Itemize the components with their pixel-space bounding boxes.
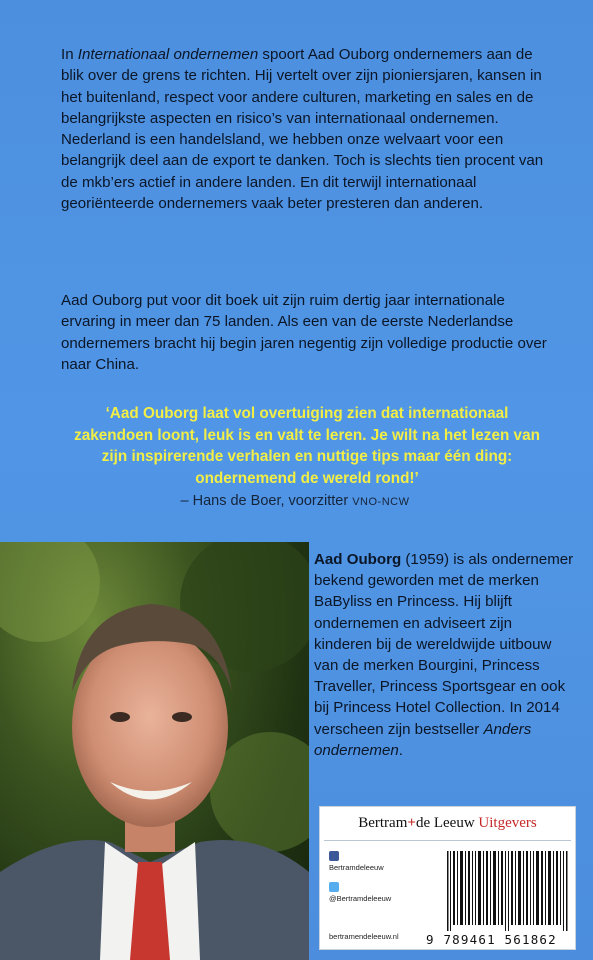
publisher-logo xyxy=(320,815,575,832)
publisher-box xyxy=(319,806,576,950)
divider xyxy=(324,840,571,841)
book-title: Internationaal ondernemen xyxy=(77,46,259,63)
twitter-handle: @Bertramdeleeuw xyxy=(329,894,392,903)
publisher-name-part: Bertram xyxy=(358,815,408,831)
attribution-org: VNO-NCW xyxy=(352,496,410,508)
website-link[interactable]: bertramendeleeuw.nl xyxy=(329,932,399,941)
blurb-paragraph-2: Aad Ouborg put voor dit boek uit zijn ruim dertig jaar internationale ervaring in meer dan 75 landen. Als een van de eerste Nederlandse ondernemers bracht hij begin jaren negentig zijn volledige productie over naar China. xyxy=(61,292,547,373)
publisher-name-part: Uitgevers xyxy=(474,815,537,831)
blurb-paragraph-1 xyxy=(61,44,551,214)
isbn-number: 9 789461 561862 xyxy=(426,932,557,947)
bestseller-title: Anders ondernemen xyxy=(314,720,532,759)
bio-text-end: . xyxy=(398,741,403,759)
blurb-text: In xyxy=(61,46,78,63)
author-bio xyxy=(314,549,574,761)
quote-attribution xyxy=(60,493,530,509)
facebook-icon xyxy=(329,851,339,861)
facebook-handle: Bertramdeleeuw xyxy=(329,863,384,872)
twitter-link[interactable] xyxy=(329,882,391,903)
bio-text: (1959) is als ondernemer bekend geworden met de merken BaByliss en Princess. Hij blijft ondernemen en adviseert zijn kinderen bij de wereldwijde uitbouw van de merken Bourgini, Princess Traveller, Princess Sportsgear en ook bij Princess Hotel Collection. In 2014 verscheen zijn bestseller xyxy=(314,551,574,738)
attribution-text: – Hans de Boer, voorzitter xyxy=(180,493,353,509)
endorsement-quote: ‘Aad Ouborg laat vol overtuiging zien dat internationaal zakendoen loont, leuk is en valt te leren. Je wilt na het lezen van zijn inspirerende verhalen en nuttige tips maar één ding: ondernemend de wereld rond!’ xyxy=(74,405,540,487)
facebook-link[interactable] xyxy=(329,851,384,872)
twitter-icon xyxy=(329,882,339,892)
author-name: Aad Ouborg xyxy=(314,551,402,568)
blurb-text: spoort Aad Ouborg ondernemers aan de blik over de grens te richten. Hij vertelt over zijn pioniersjaren, kansen in het buitenland, respect voor andere culturen, marketing en sales en de belangrijkste aspecten en risico’s van internationaal ondernemen. Nederland is een handelsland, we hebben onze welvaart voor een belangrijk deel aan de export te danken. Toch is slechts tien procent van de mkb’ers actief in andere landen. En dit terwijl internationaal georiënteerde ondernemers vaak beter presteren dan anderen. xyxy=(61,46,544,213)
publisher-plus: + xyxy=(407,815,416,831)
author-photo xyxy=(0,542,309,960)
barcode xyxy=(445,851,569,931)
publisher-name-part: de Leeuw xyxy=(415,815,475,831)
